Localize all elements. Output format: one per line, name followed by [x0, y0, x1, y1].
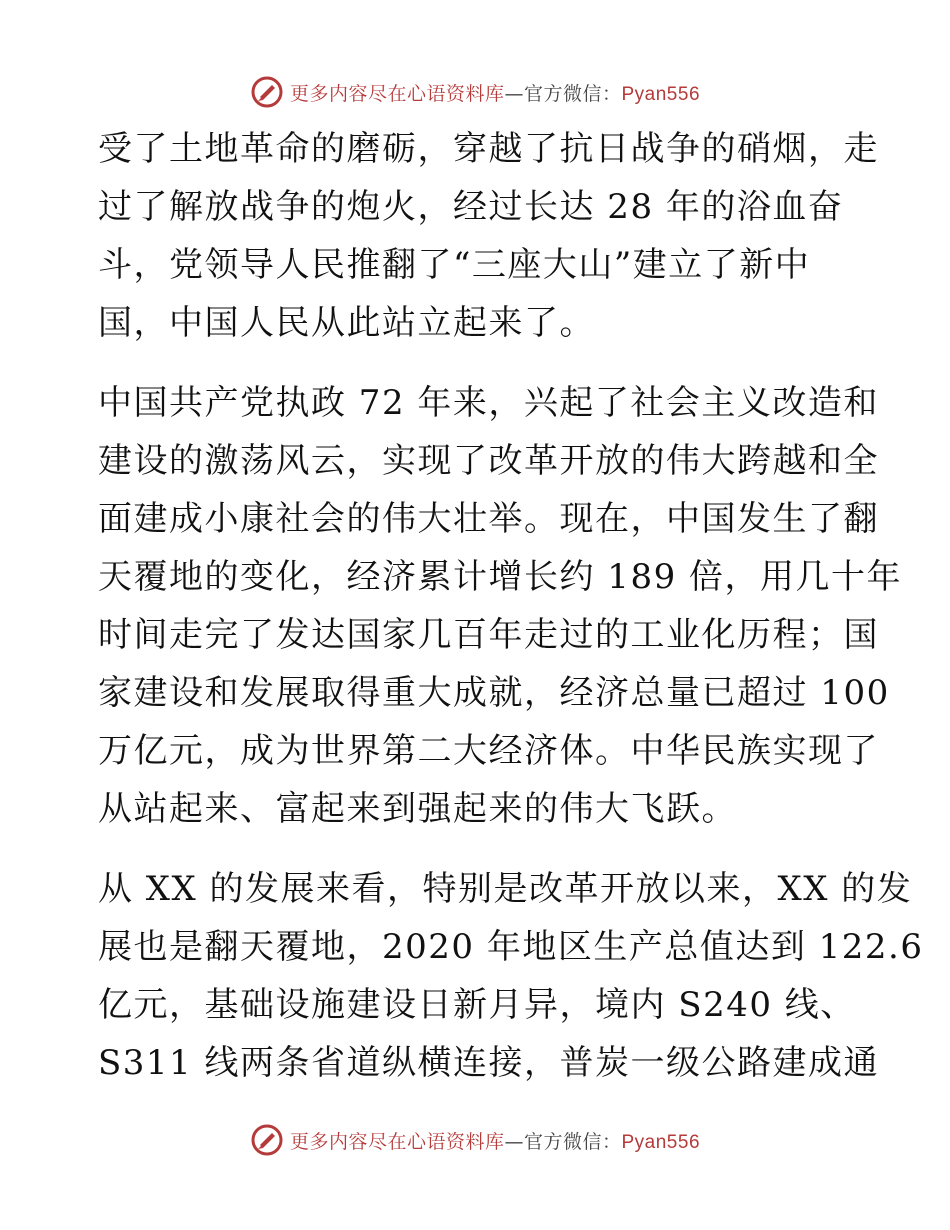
banner-official-text: —官方微信： [504, 82, 622, 105]
header-banner [0, 72, 950, 112]
banner-main-text: 更多内容尽在心语资料库 [289, 82, 505, 105]
paragraph [98, 120, 879, 352]
text-line: 中国共产党执政 72 年来，兴起了社会主义改造和 [98, 383, 879, 423]
paragraph-gap [98, 352, 858, 374]
document-body [98, 120, 924, 1092]
text-line: 过了解放战争的炮火，经过长达 28 年的浴血奋 [98, 187, 844, 227]
text-line: 国，中国人民从此站立起来了。 [98, 303, 595, 343]
banner-wechat-handle: Pyan556 [621, 1131, 701, 1153]
text-line: 亿元，基础设施建设日新月异，境内 S240 线、 [98, 985, 856, 1025]
logo-icon [250, 75, 284, 109]
logo-icon [250, 1123, 284, 1157]
banner-text [290, 1127, 700, 1154]
paragraph-gap [98, 838, 858, 860]
text-line: 受了土地革命的磨砺，穿越了抗日战争的硝烟，走 [98, 129, 879, 169]
text-line: 时间走完了发达国家几百年走过的工业化历程；国 [98, 615, 879, 655]
paragraph [98, 860, 924, 1092]
banner-text [290, 79, 700, 106]
footer-banner [0, 1120, 950, 1160]
paragraph [98, 374, 903, 838]
banner-official-text: —官方微信： [504, 1130, 622, 1153]
text-line: S311 线两条省道纵横连接，普炭一级公路建成通 [98, 1043, 879, 1083]
text-line: 面建成小康社会的伟大壮举。现在，中国发生了翻 [98, 499, 879, 539]
text-line: 从 XX 的发展来看，特别是改革开放以来，XX 的发 [98, 869, 913, 909]
text-line: 家建设和发展取得重大成就，经济总量已超过 100 [98, 673, 890, 713]
banner-main-text: 更多内容尽在心语资料库 [289, 1130, 505, 1153]
text-line: 建设的激荡风云，实现了改革开放的伟大跨越和全 [98, 441, 879, 481]
text-line: 斗，党领导人民推翻了“三座大山”建立了新中 [98, 245, 811, 285]
text-line: 展也是翻天覆地，2020 年地区生产总值达到 122.6 [98, 927, 924, 967]
text-line: 万亿元，成为世界第二大经济体。中华民族实现了 [98, 731, 879, 771]
text-line: 从站起来、富起来到强起来的伟大飞跃。 [98, 789, 737, 829]
text-line: 天覆地的变化，经济累计增长约 189 倍，用几十年 [98, 557, 903, 597]
banner-wechat-handle: Pyan556 [621, 83, 701, 105]
